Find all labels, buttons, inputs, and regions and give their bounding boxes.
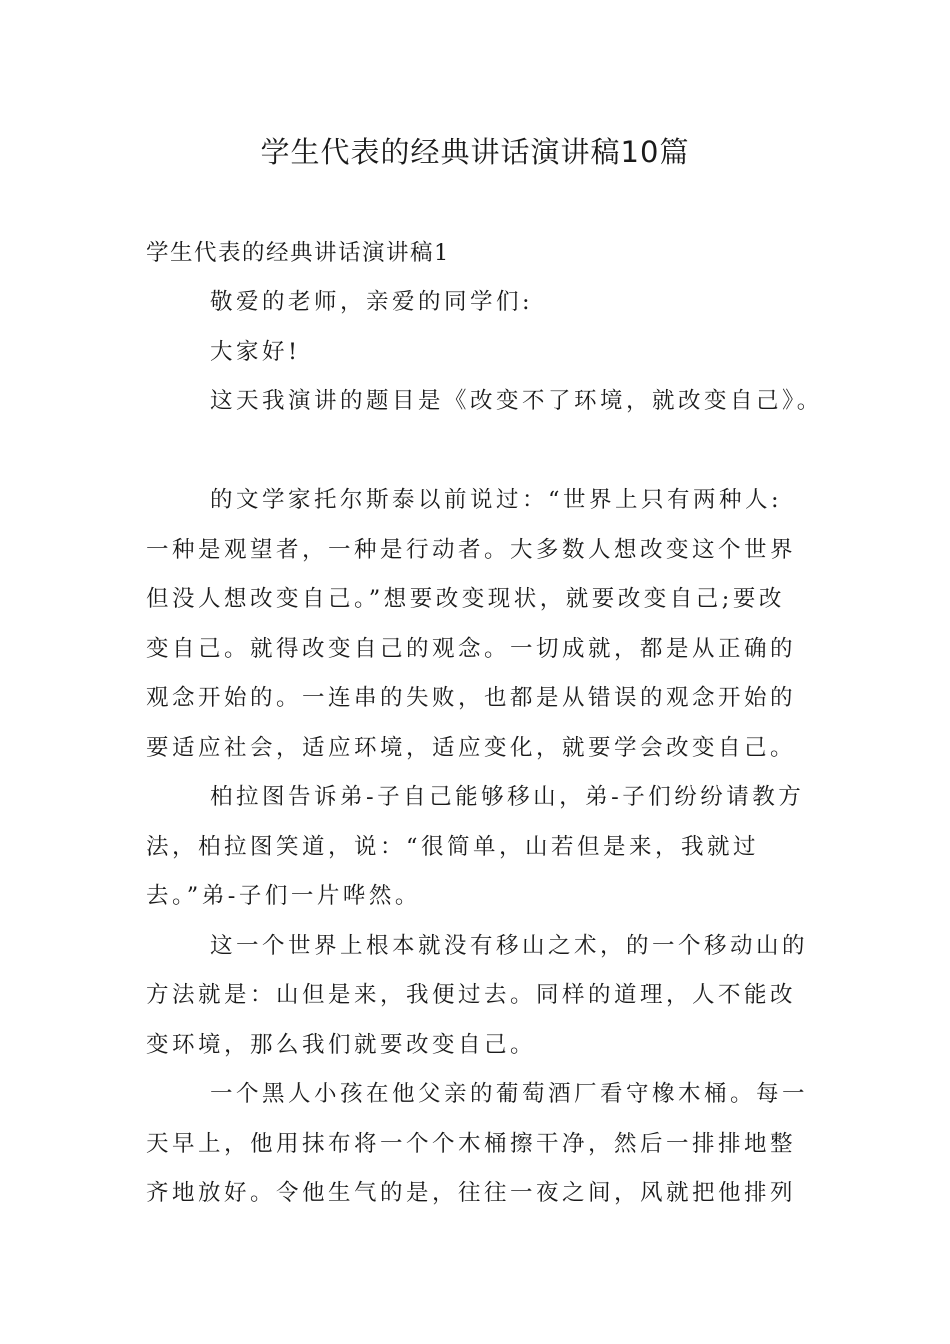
text-line: 法，柏拉图笑道，说：“很简单，山若但是来，我就过 bbox=[146, 834, 760, 860]
text-line: 去。”弟-子们一片哗然。 bbox=[146, 883, 421, 909]
document-title: 学生代表的经典讲话演讲稿10篇 bbox=[260, 135, 690, 169]
section-heading: 学生代表的经典讲话演讲稿1 bbox=[146, 240, 450, 266]
text-line: 一种是观望者，一种是行动者。大多数人想改变这个世界 bbox=[146, 537, 797, 563]
text-line: 的文学家托尔斯泰以前说过：“世界上只有两种人: bbox=[210, 487, 783, 513]
text-line: 这天我演讲的题目是《改变不了环境，就改变自己》。 bbox=[210, 388, 823, 414]
text-line: 大家好! bbox=[210, 339, 301, 365]
text-line: 天早上，他用抹布将一个个木桶擦干净，然后一排排地整 bbox=[146, 1131, 797, 1157]
text-line: 但没人想改变自己。”想要改变现状，就要改变自己;要改 bbox=[146, 586, 785, 612]
text-line: 这一个世界上根本就没有移山之术，的一个移动山的 bbox=[210, 933, 809, 959]
text-line: 变自己。就得改变自己的观念。一切成就，都是从正确的 bbox=[146, 636, 797, 662]
text-line: 要适应社会，适应环境，适应变化，就要学会改变自己。 bbox=[146, 735, 797, 761]
text-line: 变环境，那么我们就要改变自己。 bbox=[146, 1032, 537, 1058]
text-line: 齐地放好。令他生气的是，往往一夜之间，风就把他排列 bbox=[146, 1180, 797, 1206]
text-line: 方法就是：山但是来，我便过去。同样的道理，人不能改 bbox=[146, 982, 797, 1008]
text-line: 观念开始的。一连串的失败，也都是从错误的观念开始的 bbox=[146, 685, 797, 711]
text-line: 敬爱的老师，亲爱的同学们: bbox=[210, 289, 534, 315]
text-line: 柏拉图告诉弟-子自己能够移山，弟-子们纷纷请教方 bbox=[210, 784, 805, 810]
text-line: 一个黑人小孩在他父亲的葡萄酒厂看守橡木桶。每一 bbox=[210, 1081, 809, 1107]
